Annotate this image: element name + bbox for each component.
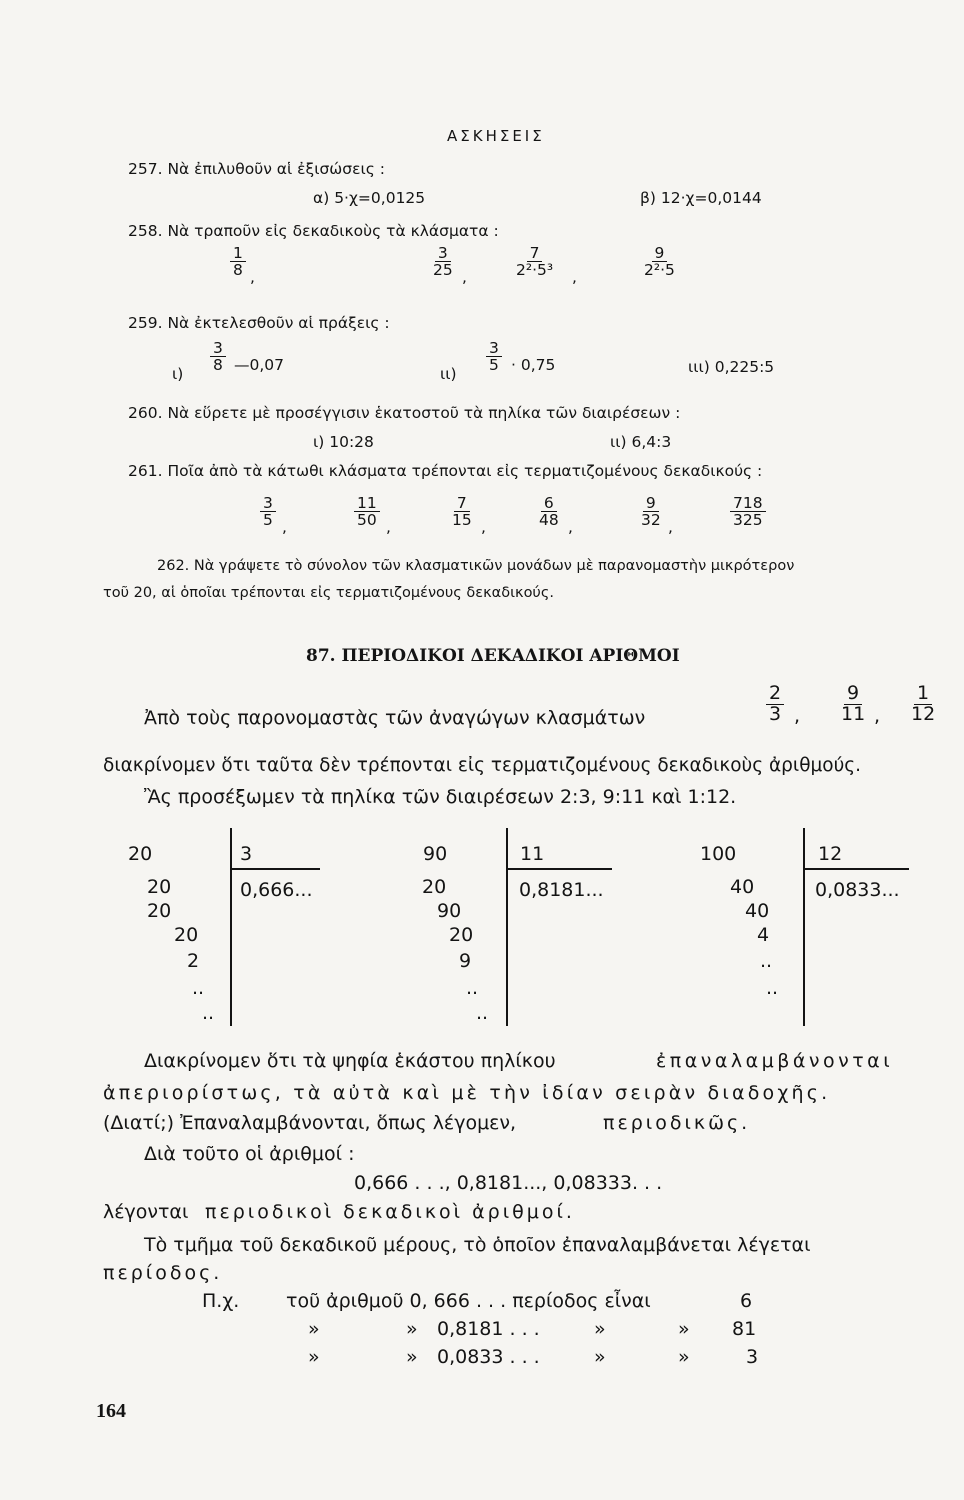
fraction: $\frac{3}{5}$ bbox=[260, 495, 276, 529]
ditto-mark: » bbox=[678, 1318, 690, 1340]
ellipsis: .. bbox=[766, 977, 779, 999]
ellipsis: .. bbox=[192, 977, 205, 999]
periodic-numbers: 0,666 . . ., 0,8181..., 0,08333. . . bbox=[354, 1172, 663, 1194]
remainder: 40 bbox=[745, 900, 770, 922]
expression-ii: · 0,75 bbox=[511, 356, 556, 374]
fraction: $\frac{9}{\text{2²·5}}$ bbox=[644, 244, 675, 280]
exercise-261: 261. Ποῖα ἀπὸ τὰ κάτωθι κλάσματα τρέπονται εἰς τερματιζομένους δεκαδικούς : bbox=[128, 462, 763, 480]
remainder: 20 bbox=[449, 924, 474, 946]
remainder: 20 bbox=[147, 900, 172, 922]
exercise-258: 258. Νὰ τραποῦν εἰς δεκαδικοὺς τὰ κλάσματα : bbox=[128, 222, 499, 240]
comma: , bbox=[462, 268, 467, 286]
remainder: 20 bbox=[422, 876, 447, 898]
remainder: 9 bbox=[459, 950, 472, 972]
fraction: $\frac{3}{25}$ bbox=[433, 244, 453, 280]
fraction: $\frac{1}{8}$ bbox=[230, 245, 246, 279]
dividend: 90 bbox=[423, 843, 448, 865]
ellipsis: .. bbox=[476, 1002, 489, 1024]
remainder: 20 bbox=[174, 924, 199, 946]
comma: , bbox=[668, 518, 673, 536]
exercise-259: 259. Νὰ ἐκτελεσθοῦν αἱ πράξεις : bbox=[128, 314, 390, 332]
fraction: $\frac{9}{32}$ bbox=[641, 494, 661, 530]
dividend: 100 bbox=[700, 843, 737, 865]
remainder: 4 bbox=[757, 924, 770, 946]
comma: , bbox=[794, 705, 801, 727]
ditto-mark: » bbox=[594, 1346, 606, 1368]
section-title: 87. ΠΕΡΙΟΔΙΚΟΙ ΔΕΚΑΔΙΚΟΙ ΑΡΙΘΜΟΙ bbox=[306, 646, 680, 666]
comma: , bbox=[481, 518, 486, 536]
exercise-262-line2: τοῦ 20, αἱ ὁποῖαι τρέπονται εἰς τερματιζομένους δεκαδικούς. bbox=[103, 585, 554, 601]
quotient: 0,666... bbox=[240, 879, 313, 901]
paragraph-3: Διὰ τοῦτο οἱ ἀριθμοί : bbox=[144, 1143, 355, 1165]
division-line bbox=[803, 868, 909, 870]
remainder: 20 bbox=[147, 876, 172, 898]
ellipsis: .. bbox=[466, 977, 479, 999]
fraction: $\frac{718}{325}$ bbox=[730, 495, 766, 529]
comma: , bbox=[572, 268, 577, 286]
paragraph-5: Τὸ τμῆμα τοῦ δεκαδικοῦ μέρους, τὸ ὁποῖον ἐπαναλαμβάνεται λέγεται bbox=[144, 1234, 811, 1256]
expression-i: —0,07 bbox=[234, 356, 285, 374]
fraction: $\frac{9}{11}$ bbox=[841, 682, 866, 725]
example-number: 0,0833 . . . bbox=[437, 1346, 540, 1368]
exercise-262-line1: 262. Νὰ γράψετε τὸ σύνολον τῶν κλασματικῶν μονάδων μὲ παρανομαστὴν μικρότερον bbox=[157, 558, 795, 574]
fraction: $\frac{7}{15}$ bbox=[452, 494, 472, 530]
comma: , bbox=[282, 518, 287, 536]
comma: , bbox=[874, 705, 881, 727]
ditto-mark: » bbox=[678, 1346, 690, 1368]
example-text: τοῦ ἀριθμοῦ 0, 666 . . . περίοδος εἶναι bbox=[286, 1290, 651, 1312]
paragraph-1-line1: Ἀπὸ τοὺς παρονομαστὰς τῶν ἀναγώγων κλασμάτων bbox=[144, 707, 646, 729]
term-periodic-decimals: περιοδικοὶ δεκαδικοὶ ἀριθμοί. bbox=[205, 1201, 575, 1223]
ditto-mark: » bbox=[308, 1346, 320, 1368]
expression-iii: ιιι) 0,225:5 bbox=[688, 358, 775, 376]
paragraph-1-line2: διακρίνομεν ὅτι ταῦτα δὲν τρέπονται εἰς τερματιζομένους δεκαδικοὺς ἀριθμούς. bbox=[103, 755, 862, 776]
exercise-260-ii: ιι) 6,4:3 bbox=[610, 433, 672, 451]
ditto-mark: » bbox=[406, 1346, 418, 1368]
ditto-mark: » bbox=[406, 1318, 418, 1340]
fraction: $\frac{7}{\text{2²·5³}}$ bbox=[516, 244, 554, 280]
paragraph-4-a: λέγονται bbox=[103, 1201, 189, 1223]
paragraph-2-d: (Διατί;) Ἐπαναλαμβάνονται, ὅπως λέγομεν, bbox=[103, 1112, 517, 1134]
fraction: $\frac{6}{48}$ bbox=[539, 494, 559, 530]
exercise-257: 257. Νὰ ἐπιλυθοῦν αἱ ἐξισώσεις : bbox=[128, 160, 385, 178]
divisor: 3 bbox=[240, 843, 253, 865]
exercise-260: 260. Νὰ εὕρετε μὲ προσέγγισιν ἑκατοστοῦ τὰ πηλίκα τῶν διαιρέσεων : bbox=[128, 404, 681, 422]
example-period: 81 bbox=[732, 1318, 757, 1340]
exercise-260-i: ι) 10:28 bbox=[313, 433, 374, 451]
division-line bbox=[506, 868, 612, 870]
page-number: 164 bbox=[96, 1400, 126, 1422]
example-period: 3 bbox=[746, 1346, 759, 1368]
paragraph-2-c: ἀπεριορίστως, τὰ αὐτὰ καὶ μὲ τὴν ἰδίαν σειρὰν διαδοχῆς. bbox=[103, 1082, 831, 1104]
ditto-mark: » bbox=[594, 1318, 606, 1340]
quotient: 0,0833... bbox=[815, 879, 900, 901]
dividend: 20 bbox=[128, 843, 153, 865]
division-bar bbox=[506, 828, 508, 1026]
roman-ii: ιι) bbox=[440, 365, 457, 383]
division-bar bbox=[230, 828, 232, 1026]
exercise-257-a: α) 5·χ=0,0125 bbox=[313, 189, 426, 207]
ellipsis: .. bbox=[760, 950, 773, 972]
example-label: Π.χ. bbox=[202, 1290, 240, 1312]
example-period: 6 bbox=[740, 1290, 753, 1312]
roman-i: ι) bbox=[172, 365, 184, 383]
remainder: 40 bbox=[730, 876, 755, 898]
ditto-mark: » bbox=[308, 1318, 320, 1340]
ellipsis: .. bbox=[202, 1002, 215, 1024]
fraction: $\frac{3}{5}$ bbox=[486, 340, 502, 374]
fraction: $\frac{11}{50}$ bbox=[354, 495, 380, 529]
fraction: $\frac{1}{12}$ bbox=[911, 682, 936, 725]
paragraph-2-a: Διακρίνομεν ὅτι τὰ ψηφία ἑκάστου πηλίκου bbox=[144, 1050, 556, 1072]
comma: , bbox=[250, 268, 255, 286]
division-bar bbox=[803, 828, 805, 1026]
divisor: 11 bbox=[520, 843, 545, 865]
paragraph-2-emphasis: ἐπαναλαμβάνονται bbox=[656, 1050, 894, 1072]
remainder: 90 bbox=[437, 900, 462, 922]
example-number: 0,8181 . . . bbox=[437, 1318, 540, 1340]
divisor: 12 bbox=[818, 843, 843, 865]
comma: , bbox=[568, 518, 573, 536]
exercises-heading: ΑΣΚΗΣΕΙΣ bbox=[447, 127, 545, 145]
paragraph-1-line3: Ἂς προσέξωμεν τὰ πηλίκα τῶν διαιρέσεων 2:3, 9:11 καὶ 1:12. bbox=[144, 786, 737, 808]
remainder: 2 bbox=[187, 950, 200, 972]
comma: , bbox=[386, 518, 391, 536]
exercise-257-b: β) 12·χ=0,0144 bbox=[640, 189, 762, 207]
term-period: περίοδος. bbox=[103, 1262, 223, 1284]
fraction: $\frac{2}{3}$ bbox=[766, 684, 784, 725]
quotient: 0,8181... bbox=[519, 879, 604, 901]
fraction: $\frac{3}{8}$ bbox=[210, 340, 226, 374]
periodic-word: περιοδικῶς. bbox=[603, 1112, 751, 1134]
division-line bbox=[230, 868, 320, 870]
